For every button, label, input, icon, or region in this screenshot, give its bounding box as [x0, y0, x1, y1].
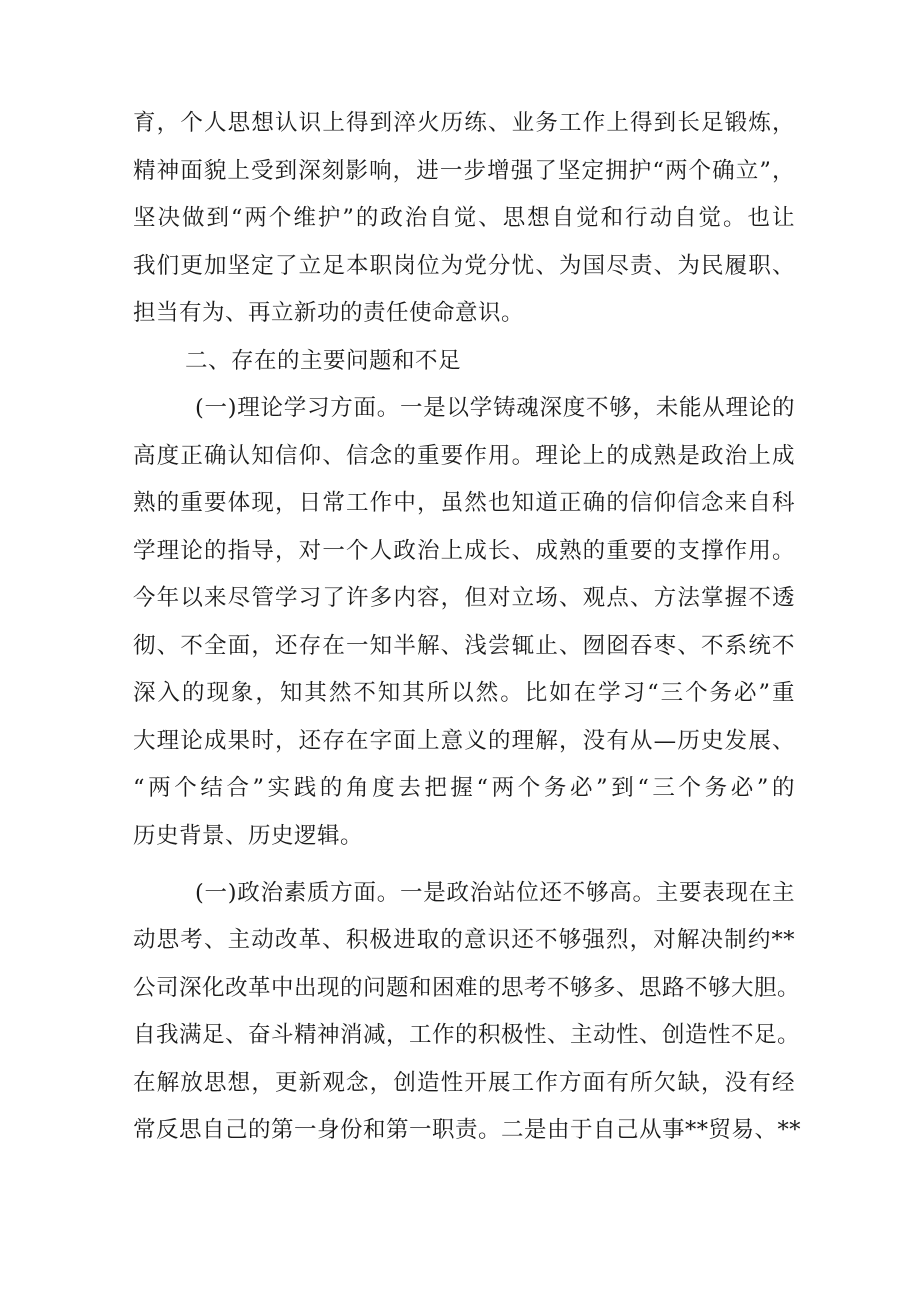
intro-paragraph — [133, 108, 795, 328]
text-line: 常反思自己的第一身份和第一职责。二是由于自己从事**贸易、** — [133, 1117, 802, 1143]
text-line: 今年以来尽管学习了许多内容，但对立场、观点、方法掌握不透 — [133, 585, 795, 611]
text-line: (一)理论学习方面。一是以学铸魂深度不够，未能从理论的 — [195, 395, 795, 421]
text-line: 熟的重要体现，日常工作中，虽然也知道正确的信仰信念来自科 — [133, 490, 795, 516]
text-line: 彻、不全面，还存在一知半解、浅尝辄止、囫囵吞枣、不系统不 — [133, 632, 795, 659]
text-line: 我们更加坚定了立足本职岗位为党分忧、为国尽责、为民履职、 — [133, 252, 795, 279]
text-line: 动思考、主动改革、积极进取的意识还不够强烈，对解决制约** — [133, 927, 795, 953]
theory-study-paragraph — [133, 393, 795, 851]
text-line: 深入的现象，知其然不知其所以然。比如在学习“三个务必”重 — [133, 680, 795, 706]
text-line: “两个结合”实践的角度去把握“两个务必”到“三个务必”的 — [133, 775, 795, 801]
text-line: 高度正确认知信仰、信念的重要作用。理论上的成熟是政治上成 — [133, 442, 795, 469]
text-line: 学理论的指导，对一个人政治上成长、成熟的重要的支撑作用。 — [133, 537, 795, 564]
document-page — [133, 108, 802, 1163]
text-line: 在解放思想，更新观念，创造性开展工作方面有所欠缺，没有经 — [133, 1069, 795, 1096]
section-heading: 二、存在的主要问题和不足 — [185, 347, 462, 374]
text-line: 育，个人思想认识上得到淬火历练、业务工作上得到长足锻炼， — [133, 110, 795, 136]
text-line: (一)政治素质方面。一是政治站位还不够高。主要表现在主 — [195, 879, 795, 906]
text-line: 历史背景、历史逻辑。 — [133, 822, 364, 849]
text-line: 坚决做到“两个维护”的政治自觉、思想自觉和行动自觉。也让 — [133, 205, 795, 231]
text-line: 公司深化改革中出现的问题和困难的思考不够多、思路不够大胆。 — [133, 974, 801, 1001]
text-line: 自我满足、奋斗精神消减，工作的积极性、主动性、创造性不足。 — [133, 1022, 801, 1048]
text-line: 精神面貌上受到深刻影响，进一步增强了坚定拥护“两个确立”， — [133, 157, 795, 184]
text-line: 大理论成果时，还存在字面上意义的理解，没有从—历史发展、 — [133, 727, 795, 754]
text-line: 担当有为、再立新功的责任使命意识。 — [133, 300, 525, 326]
political-quality-paragraph — [133, 878, 802, 1146]
